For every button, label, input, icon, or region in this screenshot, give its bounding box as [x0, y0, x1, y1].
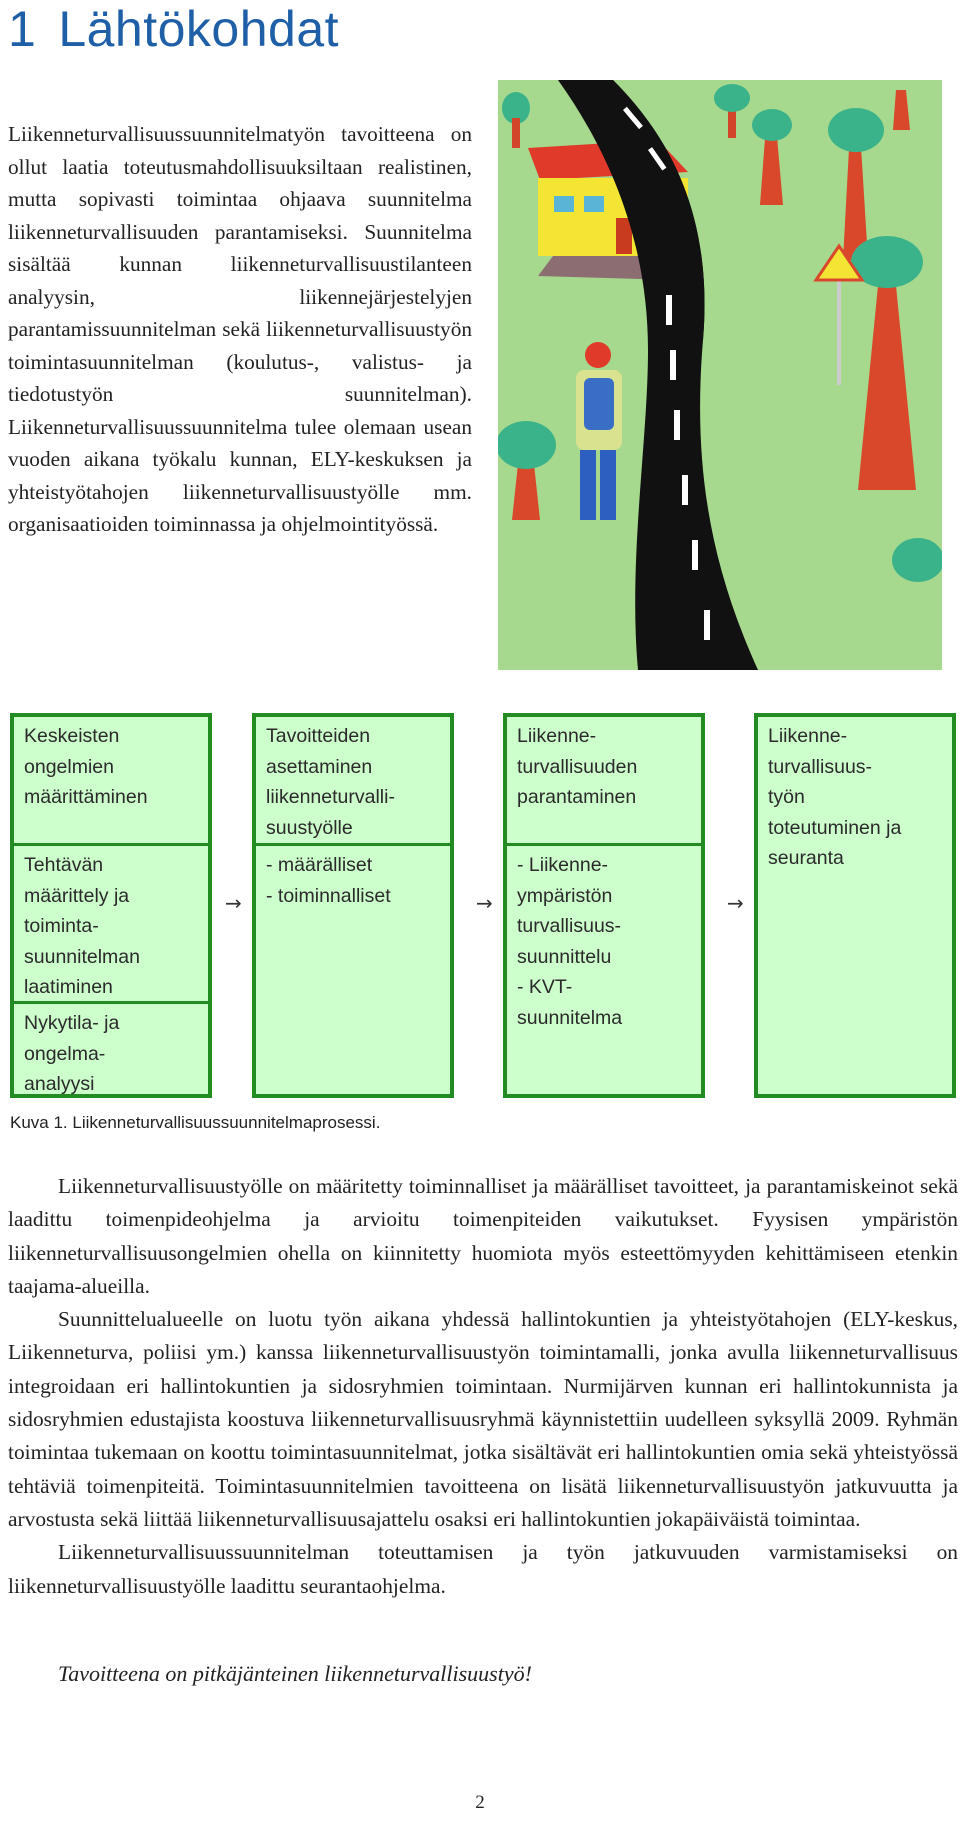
motto-text: Tavoitteena on pitkäjänteinen liikenneturvallisuustyö!	[58, 1661, 532, 1686]
flow-box-goal-types: - määrälliset - toiminnalliset	[256, 843, 450, 915]
body-paragraph-3: Liikenneturvallisuussuunnitelman toteuttamisen ja työn jatkuvuuden varmistamiseksi on liikenneturvallisuustyölle laadittu seurantaohjelma.	[8, 1540, 958, 1598]
flow-arrow-3: →	[727, 891, 744, 915]
chapter-title: Lähtökohdat	[58, 1, 340, 57]
body-paragraph-1: Liikenneturvallisuustyölle on määritetty toiminnalliset ja määrälliset tavoitteet, ja parantamiskeinot sekä laadittu toimenpideohjelma ja arvioitu toimenpiteiden vaikutukset. Fyysisen ympäristön liikenneturvallisuusongelmien ohella on kiinnitetty huomiota myös esteettömyyden kehittämiseen etenkin taajama-alueilla.	[8, 1174, 958, 1298]
flow-column-3	[503, 713, 705, 1098]
process-flow-diagram	[10, 713, 950, 1098]
body-paragraph-2: Suunnittelualueelle on luotu työn aikana yhdessä hallintokuntien ja yhteistyötahojen (ELY-keskus, Liikenneturva, poliisi ym.) kanssa liikenneturvallisuustyön toimintamalli, jonka avulla liikenneturvallisuus integroidaan eri hallintokuntien ja sidosryhmien toimintaan. Nurmijärven kunnan eri hallintokunnista ja sidosryhmien edustajista koostuva liikenneturvallisuusryhmä käynnistettiin uudelleen syksyllä 2009. Ryhmän toimintaa tukemaan on koottu toimintasuunnitelmat, jotka sisältävät eri hallintokuntien omia sekä yhteistyössä tehtäviä toimenpiteitä. Toimintasuunnitelmien tavoitteena on lisätä liikenneturvallisuustyön jatkuvuutta ja arvostusta sekä liittää liikenneturvallisuusajattelu osaksi eri hallintokuntien jokapäiväistä toimintaa.	[8, 1307, 958, 1531]
figure-caption: Kuva 1. Liikenneturvallisuussuunnitelmaprosessi.	[10, 1113, 381, 1132]
flow-box-safety-improvement: Liikenne- turvallisuuden parantaminen	[517, 725, 638, 808]
intro-paragraph: Liikenneturvallisuussuunnitelmatyön tavoitteena on ollut laatia toteutusmahdollisuuksiltaan realistinen, mutta sopivasti toimintaa ohjaava suunnitelma liikenneturvallisuuden parantamiseksi. Suunnitelma sisältää kunnan liikenneturvallisuustilanteen analyysin, liikennejärjestelyjen parantamissuunnitelman sekä liikenneturvallisuustyön toimintasuunnitelman (koulutus-, valistus- ja tiedotustyön suunnitelman). Liikenneturvallisuussuunnitelma tulee olemaan usean vuoden aikana työkalu kunnan, ELY-keskuksen ja yhteistyötahojen liikenneturvallisuustyölle mm. organisaatioiden toiminnassa ja ohjelmointityössä.	[8, 122, 472, 536]
flow-box-goal-setting: Tavoitteiden asettaminen liikenneturvalli- suustyölle	[266, 725, 395, 839]
flow-box-implementation-monitoring: Liikenne- turvallisuus- työn toteutuminen ja seuranta	[768, 725, 902, 869]
chapter-number: 1	[8, 1, 37, 57]
body-text	[8, 1170, 958, 1603]
flow-box-task-definition: Tehtävän määrittely ja toiminta- suunnitelman laatiminen	[14, 843, 208, 1001]
flow-box-improvement-measures: - Liikenne- ympäristön turvallisuus- suunnittelu - KVT- suunnitelma	[507, 843, 701, 1037]
flow-arrow-1: →	[225, 891, 242, 915]
flow-box-key-problems: Keskeisten ongelmien määrittäminen	[24, 725, 148, 808]
flow-column-1	[10, 713, 212, 1098]
page-number: 2	[475, 1792, 485, 1813]
flow-arrow-2: →	[476, 891, 493, 915]
chapter-heading	[8, 0, 339, 58]
flow-column-4	[754, 713, 956, 1098]
flow-column-2	[252, 713, 454, 1098]
child-road-safety-painting	[498, 80, 942, 670]
flow-box-situation-analysis: Nykytila- ja ongelma- analyysi	[14, 1001, 208, 1104]
